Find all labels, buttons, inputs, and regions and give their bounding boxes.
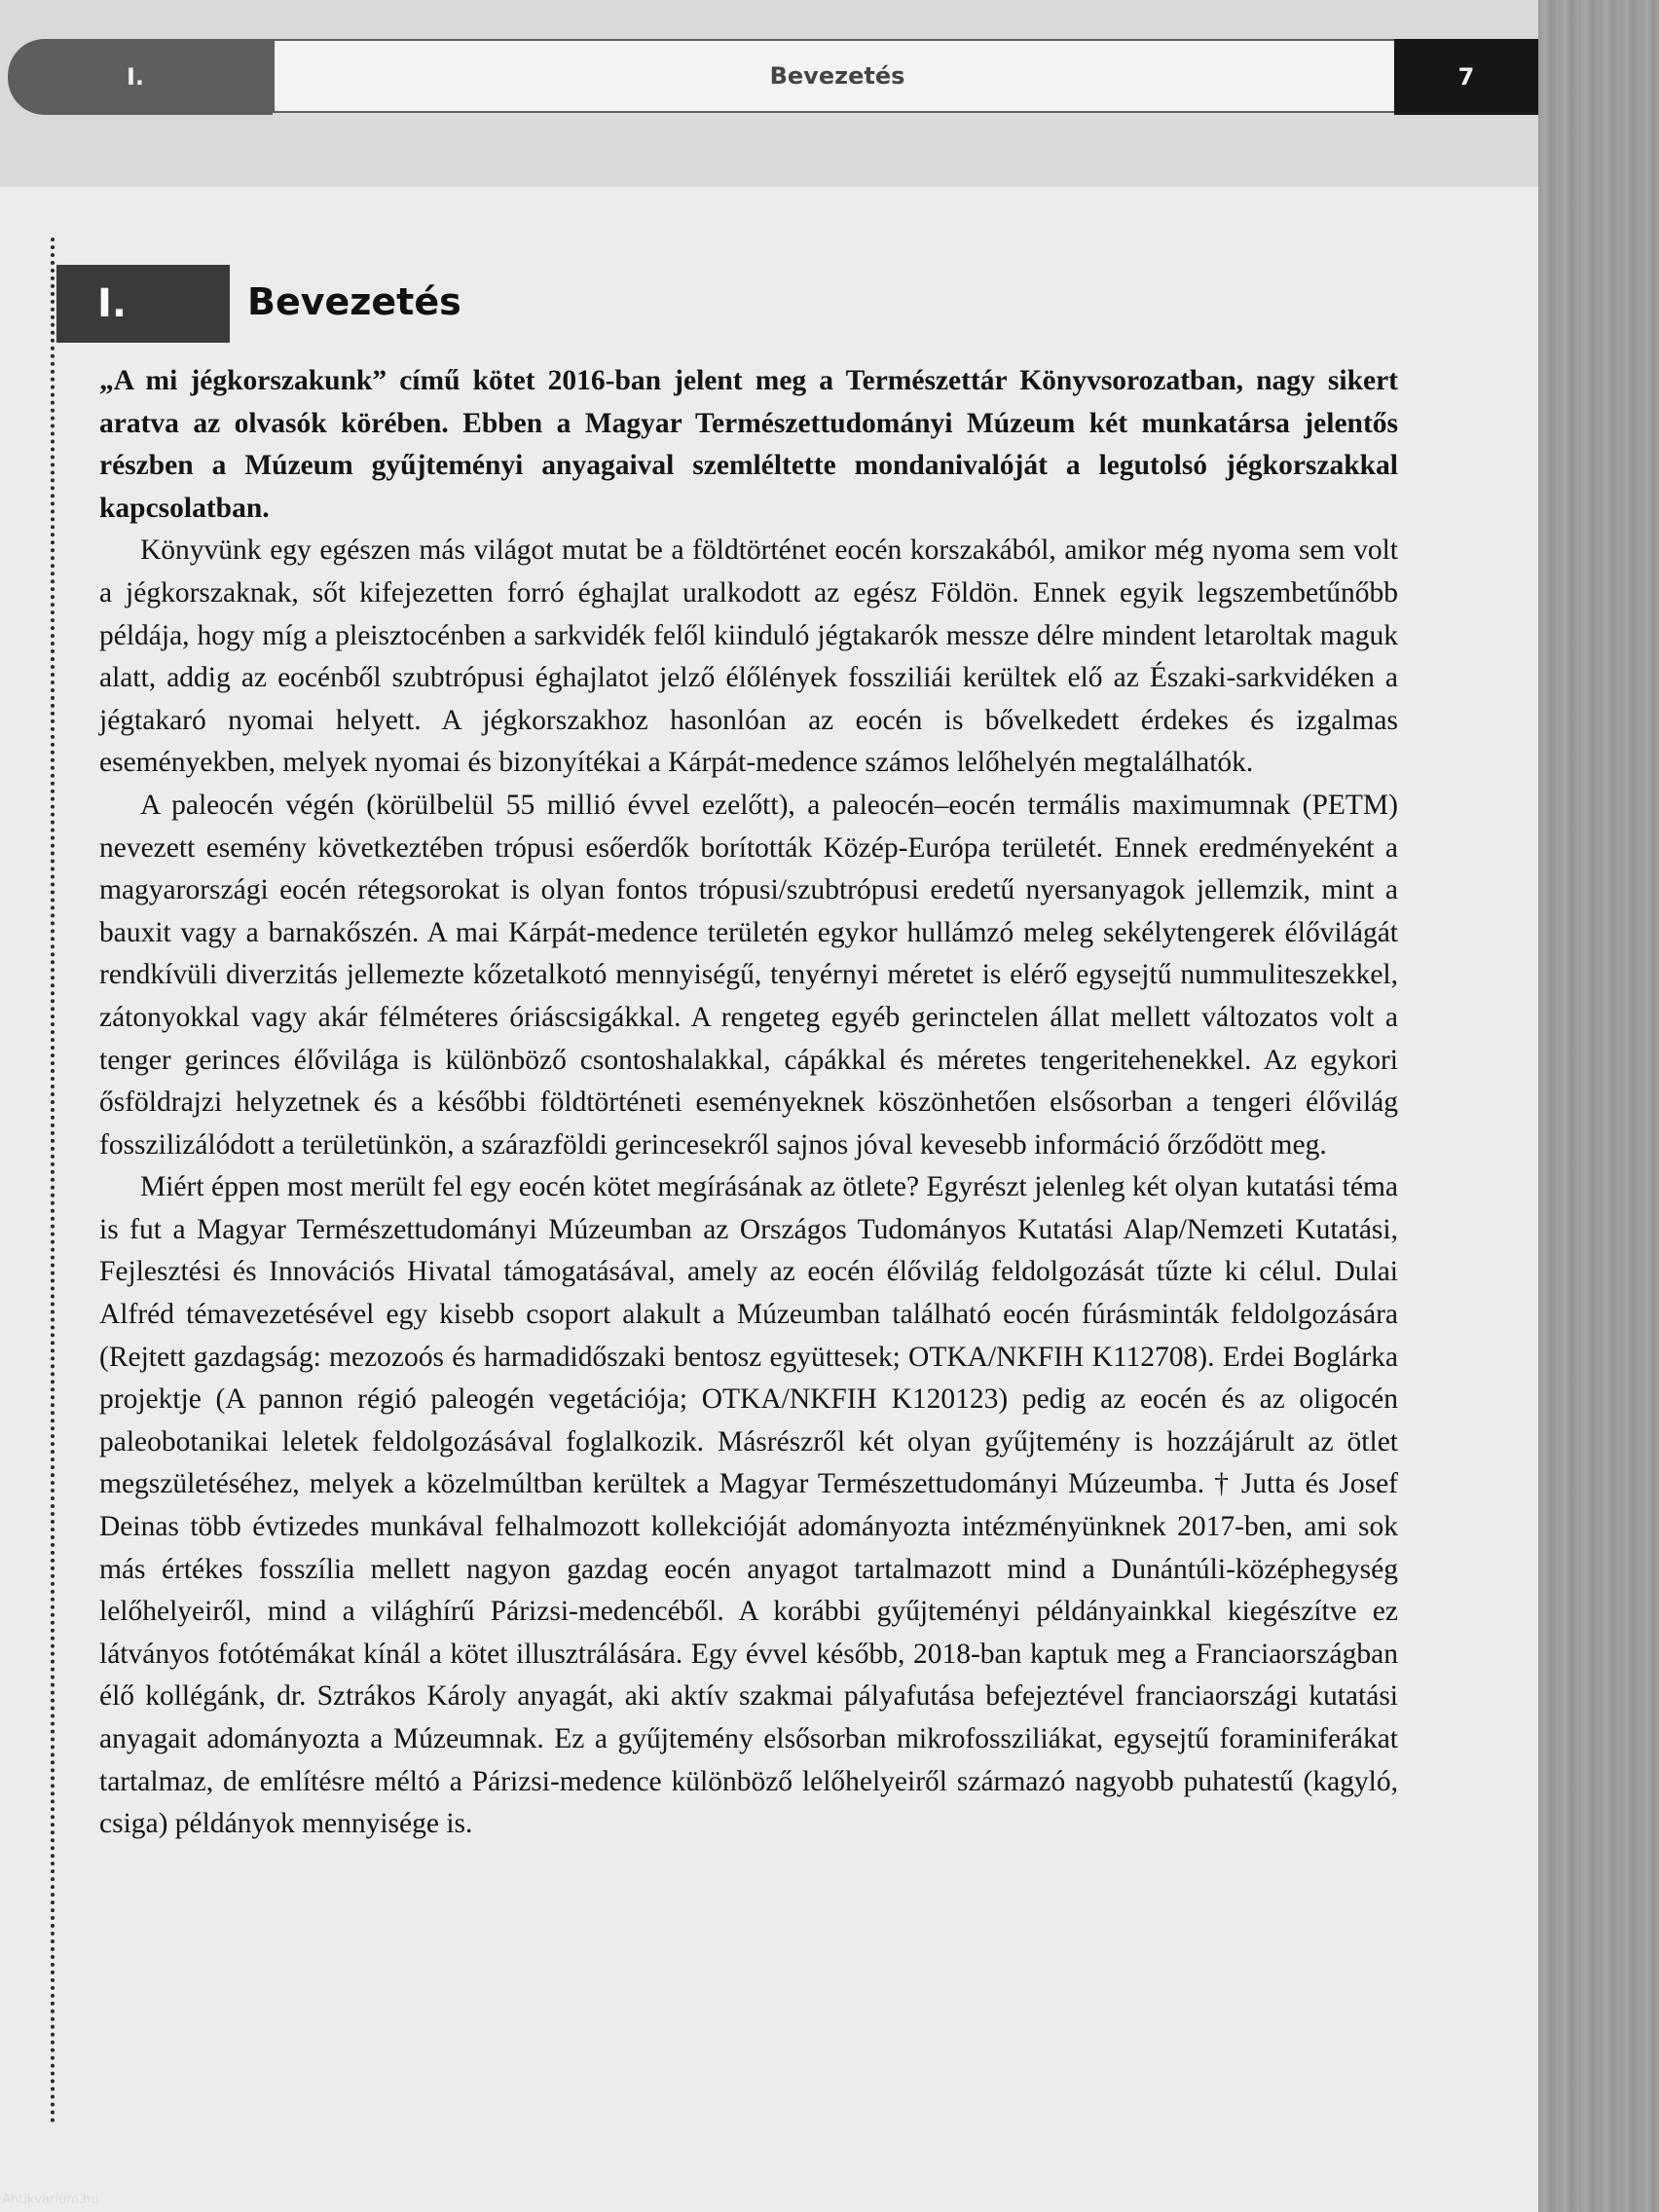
chapter-number-box: I. (56, 265, 230, 343)
header-chapter-number: I. (8, 39, 273, 115)
running-header (8, 39, 1538, 115)
header-chapter-title: Bevezetés (273, 39, 1402, 113)
watermark: Antikvarium.hu (2, 2193, 99, 2207)
background-surface (1538, 0, 1659, 2212)
body-paragraph: Könyvünk egy egészen más világot mutat be a földtörténet eocén korszakából, amikor még nyoma sem volt a jégkorszaknak, sőt kifejezetten forró éghajlat uralkodott az egész Földön. Ennek egyik legszembetűnőbb példája, hogy míg a pleisztocénben a sarkvidék felől kiinduló jégtakarók messze délre mindent letaroltak maguk alatt, addig az eocénből szubtrópusi éghajlatot jelző élőlények fossziliái kerültek elő az Északi-sarkvidéken a jégtakaró nyomai helyett. A jégkorszakhoz hasonlóan az eocén is bővelkedett érdekes és izgalmas eseményekben, melyek nyomai és bizonyítékai a Kárpát-medence számos lelőhelyén megtalálhatók. (99, 535, 1398, 779)
body-paragraph: A paleocén végén (körülbelül 55 millió évvel ezelőtt), a paleocén–eocén termális maximumnak (PETM) nevezett esemény következtében trópusi esőerdők borították Közép-Európa területét. Ennek eredményeként a magyarországi eocén rétegsorokat is olyan fontos trópusi/szubtrópusi eredetű nyersanyagok jellemzik, mint a bauxit vagy a barnakőszén. A mai Kárpát-medence területén egykor hullámzó meleg sekélytengerek élővilágát rendkívüli diverzitás jellemezte kőzetalkotó mennyiségű, tenyérnyi méretet is elérő egysejtű nummuliteszekkel, zátonyokkal vagy akár félméteres óriáscsigákkal. A rengeteg egyéb gerinctelen állat mellett változatos volt a tenger gerinces élővilága is különböző csontoshalakkal, cápákkal és méretes tengeritehenekkel. Az egykori ősföldrajzi helyzetnek és a későbbi földtörténeti eseményeknek köszönhetően elsősorban a tengeri élővilág fosszilizálódott a területünkön, a szárazföldi gerincesekről sajnos jóval kevesebb információ őrződött meg. (99, 789, 1398, 1161)
page-number: 7 (1394, 39, 1538, 115)
margin-dotted-rule (51, 238, 55, 2124)
lead-paragraph: „A mi jégkorszakunk” című kötet 2016-ban jelent meg a Természettár Könyvsorozatban, nagy sikert aratva az olvasók körében. Ebben a Magyar Természettudományi Múzeum két munkatársa jelentős részben a Múzeum gyűjteményi anyagaival szemléltette mondanivalóját a legutolsó jégkorszakkal kapcsolatban. (99, 365, 1398, 524)
body-paragraph: Miért éppen most merült fel egy eocén kötet megírásának az ötlete? Egyrészt jelenleg két olyan kutatási téma is fut a Magyar Természettudományi Múzeumban az Országos Tudományos Kutatási Alap/Nemzeti Kutatási, Fejlesztési és Innovációs Hivatal támogatásával, amely az eocén élővilág feldolgozását tűzte ki célul. Dulai Alfréd témavezetésével egy kisebb csoport alakult a Múzeumban található eocén fúrásminták feldolgozására (Rejtett gazdagság: mezozoós és harmadidőszaki bentosz együttesek; OTKA/NKFIH K112708). Erdei Boglárka projektje (A pannon régió paleogén vegetációja; OTKA/NKFIH K120123) pedig az eocén és az oligocén paleobotanikai leletek feldolgozásával foglalkozik. Másrészről két olyan gyűjtemény is hozzájárult az ötlet megszületéséhez, melyek a közelmúltban kerültek a Magyar Természettudományi Múzeumba. † Jutta és Josef Deinas több évtizedes munkával felhalmozott kollekcióját adományozta intézményünknek 2017-ben, ami sok más értékes fosszília mellett nagyon gazdag eocén anyagot tartalmazott mind a Dunántúli-középhegység lelőhelyeiről, mind a világhírű Párizsi-medencéből. A korábbi gyűjteményi példányainkkal kiegészítve ez látványos fotótémákat kínál a kötet illusztrálására. Egy évvel később, 2018-ban kaptuk meg a Franciaországban élő kollégánk, dr. Sztrákos Károly anyagát, aki aktív szakmai pályafutása befejeztével franciaországi kutatási anyagait adományozta a Múzeumnak. Ez a gyűjtemény elsősorban mikrofossziliákat, egysejtű foraminiferákat tartalmaz, de említésre méltó a Párizsi-medence különböző lelőhelyeiről származó nagyobb puhatestű (kagyló, csiga) példányok mennyisége is. (99, 1171, 1398, 1840)
body-text (99, 360, 1398, 1846)
chapter-title: Bevezetés (247, 280, 461, 323)
